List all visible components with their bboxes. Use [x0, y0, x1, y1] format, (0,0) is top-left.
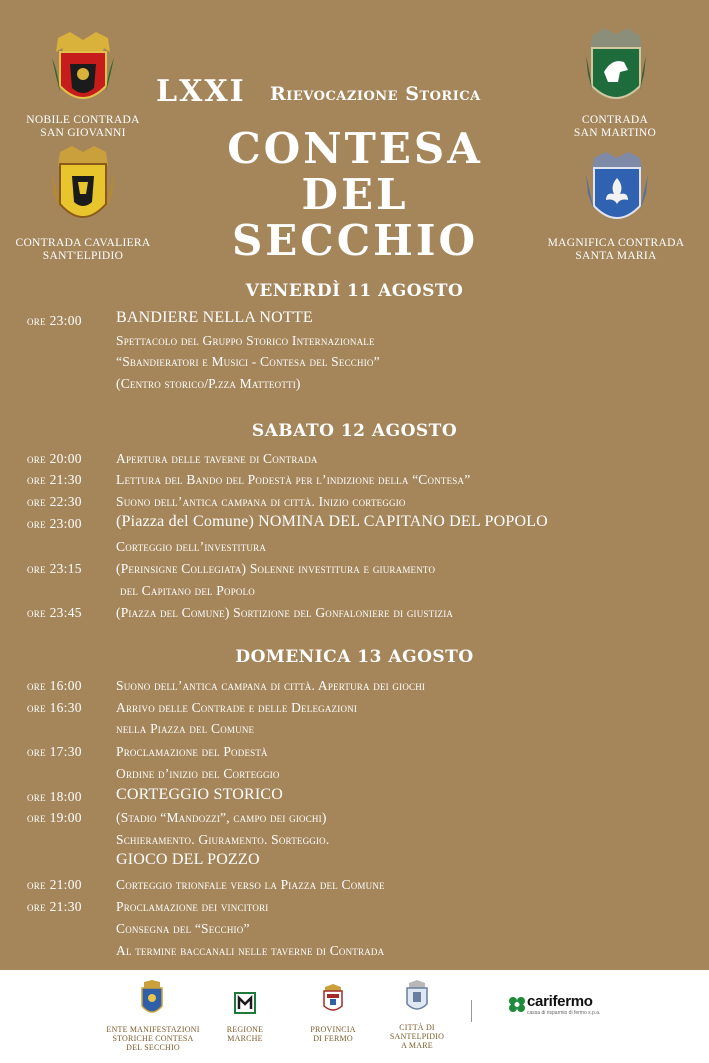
san-martino-crest-icon: [584, 28, 648, 112]
event-title: BANDIERE NELLA NOTTE: [116, 309, 313, 326]
san-giovanni-crest-icon: [50, 32, 116, 112]
footer-divider: [471, 1000, 472, 1022]
edition-number: LXXI: [156, 74, 246, 109]
event-line: nella Piazza del Comune: [116, 721, 255, 736]
event-time: ore 23:45: [27, 605, 82, 620]
event-title: CORTEGGIO STORICO: [116, 786, 284, 803]
sponsor-label-line3: A MARE: [401, 1041, 433, 1050]
event-time: ore 20:00: [27, 451, 82, 466]
event-title: (Piazza del Comune) NOMINA DEL CAPITANO DEL POPOLO: [116, 513, 548, 530]
sponsor-label-line1: ENTE MANIFESTAZIONI: [106, 1025, 200, 1034]
ente-manifestazioni-logo-icon: [140, 980, 164, 1018]
event-time: ore 16:00: [27, 678, 82, 693]
santelpidio-a-mare-logo-icon: [405, 980, 429, 1014]
event-time: ore 21:30: [27, 899, 82, 914]
event-line: (Piazza del Comune) Sortizione del Gonfaloniere di giustizia: [116, 605, 454, 620]
event-line: (Centro storico/P.zza Matteotti): [116, 376, 301, 391]
contrada-label-line2: SANTA MARIA: [575, 250, 657, 262]
event-time: ore 16:30: [27, 700, 82, 715]
event-line: del Capitano del Popolo: [120, 583, 256, 598]
event-line: Proclamazione dei vincitori: [116, 899, 269, 914]
event-title-line1: CONTESA: [227, 124, 483, 173]
event-title-line2: DEL SECCHIO: [231, 170, 479, 265]
sponsor-label-line1: PROVINCIA: [310, 1025, 356, 1034]
provincia-fermo-logo-icon: [322, 984, 344, 1014]
event-line: (Perinsigne Collegiata) Solenne investitura e giuramento: [116, 561, 436, 576]
contrada-label-line1: NOBILE CONTRADA: [26, 114, 140, 126]
event-line: Proclamazione del Podestà: [116, 744, 268, 759]
day-heading-friday: VENERDÌ 11 AGOSTO: [245, 281, 464, 301]
event-subtitle: Rievocazione Storica: [270, 83, 481, 105]
sponsor-label-line2: DI FERMO: [313, 1034, 353, 1043]
contrada-label-line1: MAGNIFICA CONTRADA: [547, 237, 685, 249]
event-line: Corteggio dell’investitura: [116, 539, 267, 554]
event-line: Apertura delle taverne di Contrada: [116, 451, 318, 466]
sponsor-label-line2: STORICHE CONTESA: [112, 1034, 194, 1043]
contrada-label-line1: CONTRADA: [581, 114, 649, 126]
event-time: ore 19:00: [27, 810, 82, 825]
event-time: ore 18:00: [27, 789, 82, 804]
event-line: (Stadio “Mandozzi”, campo dei giochi): [116, 810, 327, 825]
event-time: ore 23:00: [27, 313, 82, 328]
event-line: Ordine d’inizio del Corteggio: [116, 766, 280, 781]
santelpidio-a-mare-label: [387, 1023, 447, 1050]
event-line: Suono dell’antica campana di città. Apertura dei giochi: [116, 678, 426, 693]
event-time: ore 23:15: [27, 561, 82, 576]
event-time: ore 17:30: [27, 744, 82, 759]
event-line: Consegna del “Secchio”: [116, 921, 250, 936]
sponsor-footer: [0, 970, 709, 1063]
contrada-santelpidio-label: [10, 237, 156, 263]
event-line: Al termine baccanali nelle taverne di Contrada: [116, 943, 385, 958]
day-heading-sunday: DOMENICA 13 AGOSTO: [235, 647, 474, 667]
sponsor-label-line2: SANTELPIDIO: [389, 1032, 445, 1041]
contrada-san-giovanni-label: [20, 114, 146, 140]
event-time: ore 21:30: [27, 472, 82, 487]
carifermo-name: carifermo: [527, 993, 593, 1010]
contrada-label-line2: SAN MARTINO: [573, 127, 657, 139]
event-line: Lettura del Bando del Podestà per l’indizione della “Contesa”: [116, 472, 471, 487]
carifermo-tagline: cassa di risparmio di fermo s.p.a.: [527, 1010, 601, 1016]
event-line: Suono dell’antica campana di città. Inizio corteggio: [116, 494, 406, 509]
event-line: Corteggio trionfale verso la Piazza del Comune: [116, 877, 385, 892]
event-line: “Sbandieratori e Musici - Contesa del Secchio”: [116, 354, 380, 369]
provincia-fermo-label: [298, 1025, 368, 1043]
ente-manifestazioni-label: [105, 1025, 201, 1052]
sponsor-label-line2: MARCHE: [227, 1034, 263, 1043]
sponsor-label-line3: DEL SECCHIO: [126, 1043, 180, 1052]
regione-marche-logo-icon: [234, 992, 256, 1014]
event-line: Spettacolo del Gruppo Storico Internazionale: [116, 333, 375, 348]
contrada-label-line2: SAN GIOVANNI: [40, 127, 126, 139]
contrada-label-line2: SANT'ELPIDIO: [42, 250, 124, 262]
regione-marche-label: [215, 1025, 275, 1043]
carifermo-logo-icon: [507, 995, 527, 1013]
event-time: ore 23:00: [27, 516, 82, 531]
santa-maria-crest-icon: [584, 152, 650, 232]
santelpidio-crest-icon: [50, 146, 116, 232]
contrada-san-martino-label: [552, 114, 678, 140]
event-line: Schieramento. Giuramento. Sorteggio.: [116, 832, 330, 847]
contrada-santa-maria-label: [538, 237, 694, 263]
event-title: GIOCO DEL POZZO: [116, 851, 260, 868]
day-heading-saturday: SABATO 12 AGOSTO: [251, 421, 458, 441]
event-time: ore 21:00: [27, 877, 82, 892]
contrada-label-line1: CONTRADA CAVALIERA: [15, 237, 151, 249]
event-line: Arrivo delle Contrade e delle Delegazioni: [116, 700, 358, 715]
event-time: ore 22:30: [27, 494, 82, 509]
sponsor-label-line1: REGIONE: [226, 1025, 264, 1034]
sponsor-label-line1: CITTÀ DI: [399, 1023, 435, 1032]
